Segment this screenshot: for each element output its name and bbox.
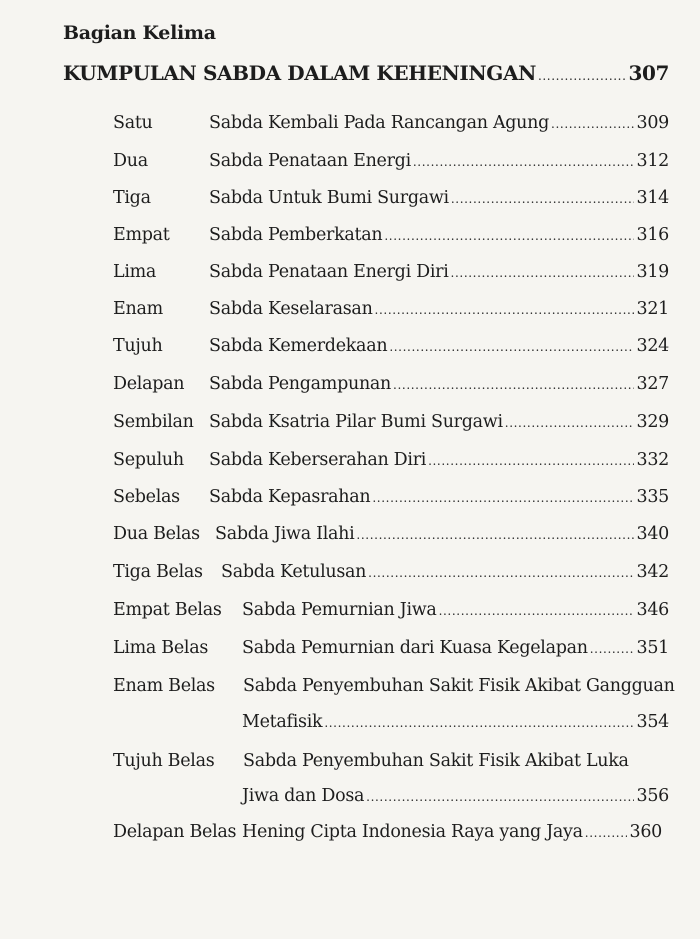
dot-leader bbox=[384, 225, 634, 245]
entry-title: Sabda Ketulusan bbox=[221, 562, 367, 582]
dot-leader bbox=[439, 600, 635, 620]
dot-leader bbox=[413, 151, 635, 171]
entry-page: 340 bbox=[636, 524, 669, 544]
entry-page: 327 bbox=[636, 374, 669, 394]
entry-line bbox=[242, 712, 669, 732]
entry-title: Sabda Pemberkatan bbox=[209, 225, 383, 245]
entry-title: Sabda Ksatria Pilar Bumi Surgawi bbox=[209, 412, 503, 432]
dot-leader bbox=[585, 822, 628, 842]
entry-title: Hening Cipta Indonesia Raya yang Jaya bbox=[242, 822, 583, 842]
dot-leader bbox=[428, 450, 634, 470]
entry-title: Sabda Keberserahan Diri bbox=[209, 450, 427, 470]
entry-page: 324 bbox=[636, 336, 669, 356]
entry-number: Dua bbox=[113, 151, 148, 171]
entry-title: Sabda Penataan Energi Diri bbox=[209, 262, 449, 282]
entry-number: Empat bbox=[113, 225, 170, 245]
entry-line bbox=[242, 786, 669, 806]
entry-line bbox=[215, 524, 669, 544]
dot-leader bbox=[356, 524, 634, 544]
entry-number: Tujuh Belas bbox=[113, 751, 215, 771]
entry-page: 314 bbox=[636, 188, 669, 208]
entry-number: Enam bbox=[113, 299, 163, 319]
entry-page: 329 bbox=[636, 412, 669, 432]
entry-page: 356 bbox=[636, 786, 669, 806]
dot-leader bbox=[590, 638, 635, 658]
entry-line bbox=[209, 299, 669, 319]
entry-number: Sebelas bbox=[113, 487, 180, 507]
entry-number: Sepuluh bbox=[113, 450, 184, 470]
entry-page: 335 bbox=[636, 487, 669, 507]
entry-number: Enam Belas bbox=[113, 676, 215, 696]
entry-page: 312 bbox=[636, 151, 669, 171]
section-label: Bagian Kelima bbox=[63, 22, 216, 44]
dot-leader bbox=[393, 374, 634, 394]
entry-number: Satu bbox=[113, 113, 153, 133]
dot-leader bbox=[372, 487, 634, 507]
entry-title: Sabda Kepasrahan bbox=[209, 487, 371, 507]
entry-page: 354 bbox=[636, 712, 669, 732]
entry-number: Dua Belas bbox=[113, 524, 200, 544]
entry-number: Delapan bbox=[113, 374, 185, 394]
entry-line bbox=[209, 151, 669, 171]
entry-title: Sabda Untuk Bumi Surgawi bbox=[209, 188, 449, 208]
entry-title: Sabda Keselarasan bbox=[209, 299, 373, 319]
entry-page: 351 bbox=[636, 638, 669, 658]
entry-line bbox=[221, 562, 669, 582]
entry-line bbox=[242, 822, 662, 842]
entry-title-line1: Sabda Penyembuhan Sakit Fisik Akibat Luka bbox=[243, 751, 629, 771]
dot-leader bbox=[389, 336, 634, 356]
dot-leader bbox=[505, 412, 635, 432]
dot-leader bbox=[451, 262, 635, 282]
toc-heading-page: 307 bbox=[628, 61, 669, 85]
entry-number: Tiga Belas bbox=[113, 562, 203, 582]
entry-title: Sabda Penataan Energi bbox=[209, 151, 411, 171]
entry-line bbox=[209, 336, 669, 356]
entry-page: 319 bbox=[636, 262, 669, 282]
entry-line bbox=[209, 450, 669, 470]
entry-line bbox=[209, 225, 669, 245]
entry-number: Lima Belas bbox=[113, 638, 209, 658]
entry-number: Sembilan bbox=[113, 412, 194, 432]
entry-line bbox=[209, 412, 669, 432]
entry-number: Tiga bbox=[113, 188, 151, 208]
entry-line bbox=[242, 600, 669, 620]
entry-line bbox=[209, 374, 669, 394]
entry-title: Sabda Jiwa Ilahi bbox=[215, 524, 355, 544]
entry-title: Jiwa dan Dosa bbox=[242, 786, 365, 806]
entry-page: 346 bbox=[636, 600, 669, 620]
entry-number: Tujuh bbox=[113, 336, 163, 356]
entry-line bbox=[209, 487, 669, 507]
entry-title: Sabda Kemerdekaan bbox=[209, 336, 388, 356]
entry-page: 309 bbox=[636, 113, 669, 133]
dot-leader bbox=[538, 61, 626, 85]
dot-leader bbox=[368, 562, 634, 582]
entry-title: Sabda Kembali Pada Rancangan Agung bbox=[209, 113, 550, 133]
entry-page: 360 bbox=[629, 822, 662, 842]
entry-number: Delapan Belas bbox=[113, 822, 237, 842]
entry-title-line1: Sabda Penyembuhan Sakit Fisik Akibat Gangguan bbox=[243, 676, 675, 696]
dot-leader bbox=[375, 299, 635, 319]
entry-line bbox=[209, 113, 669, 133]
entry-page: 342 bbox=[636, 562, 669, 582]
entry-title: Sabda Pengampunan bbox=[209, 374, 392, 394]
entry-line bbox=[209, 188, 669, 208]
entry-page: 332 bbox=[636, 450, 669, 470]
entry-page: 316 bbox=[636, 225, 669, 245]
entry-number: Empat Belas bbox=[113, 600, 222, 620]
dot-leader bbox=[324, 712, 634, 732]
entry-number: Lima bbox=[113, 262, 157, 282]
entry-title: Sabda Pemurnian dari Kuasa Kegelapan bbox=[242, 638, 588, 658]
entry-line bbox=[242, 638, 669, 658]
entry-title: Sabda Pemurnian Jiwa bbox=[242, 600, 437, 620]
dot-leader bbox=[451, 188, 635, 208]
toc-heading-title: KUMPULAN SABDA DALAM KEHENINGAN bbox=[63, 61, 536, 85]
entry-line bbox=[209, 262, 669, 282]
toc-heading-row bbox=[63, 61, 669, 85]
entry-title: Metafisik bbox=[242, 712, 323, 732]
dot-leader bbox=[551, 113, 634, 133]
entry-page: 321 bbox=[636, 299, 669, 319]
dot-leader bbox=[366, 786, 634, 806]
